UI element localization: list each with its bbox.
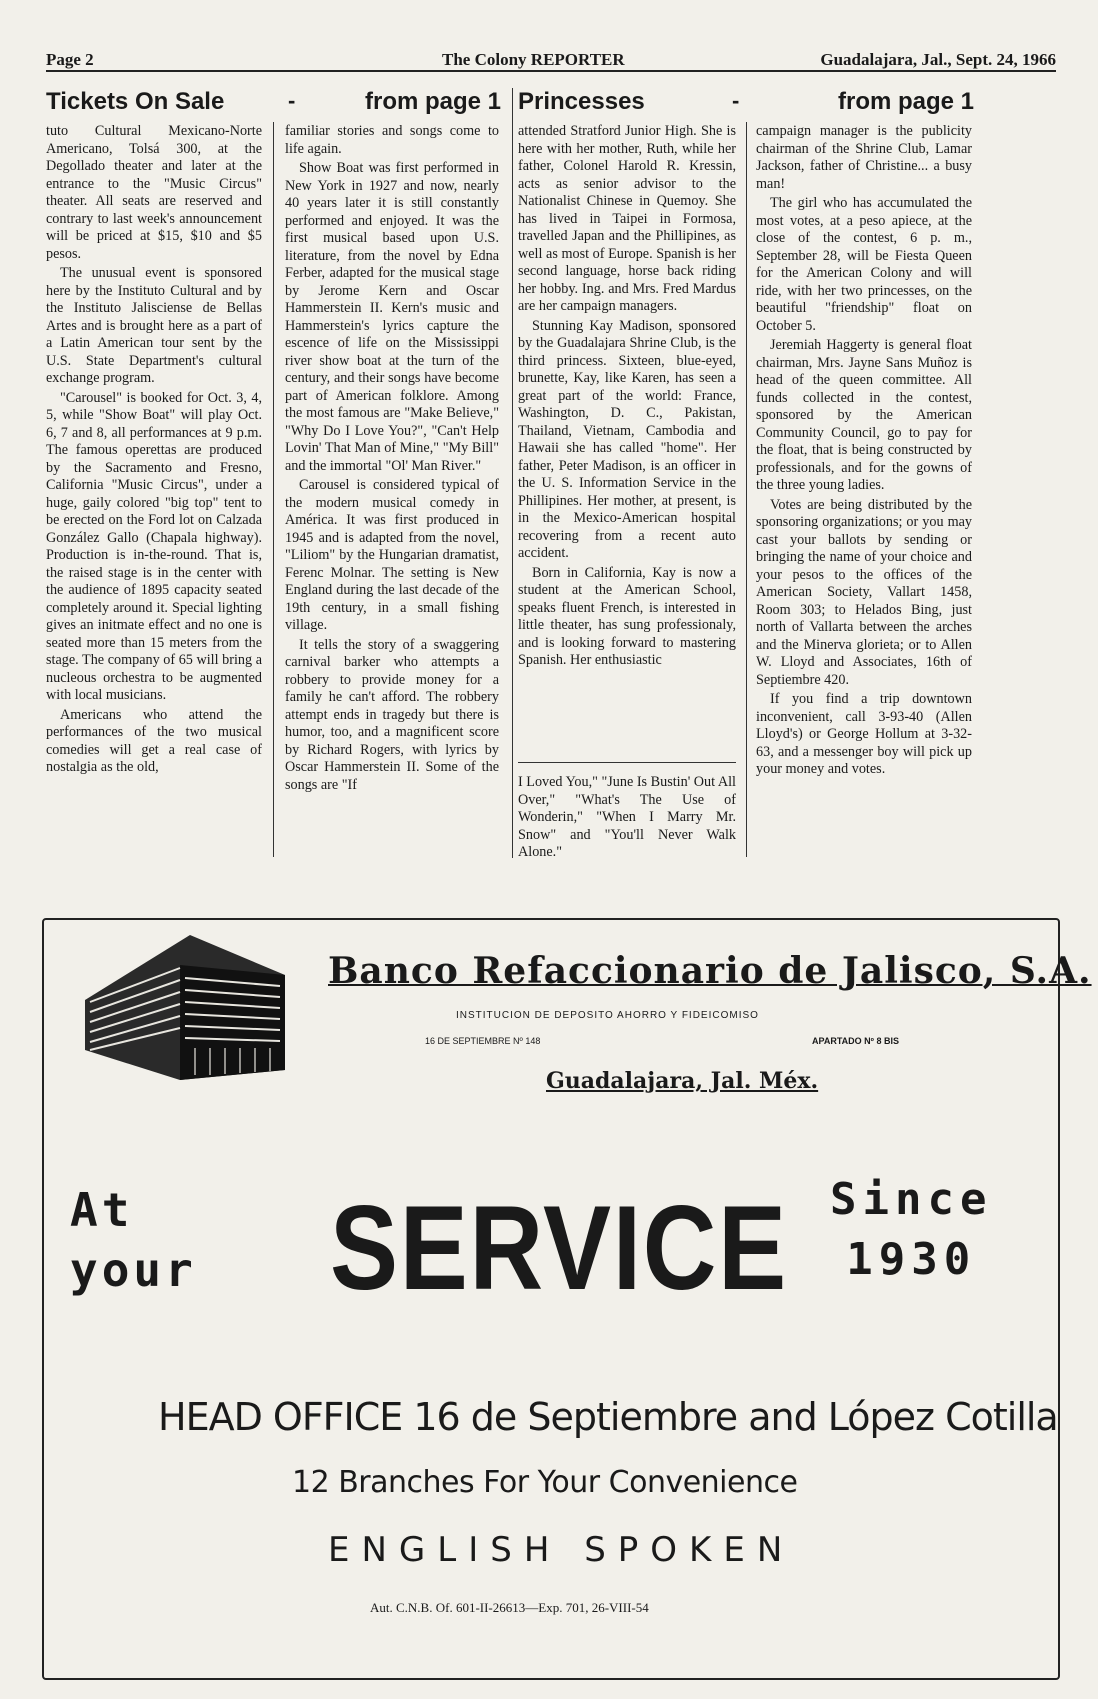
paragraph: Carousel is considered typical of the modern musical comedy in América. It was first produced in 1945 and is adapted from the novel, "Liliom" by the Hungarian dramatist, Ferenc Molnar. The setting is New England during the last decade of the 19th century, in a small fishing village. <box>285 477 499 633</box>
jump-line: from page 1 <box>838 88 975 115</box>
bank-name: Banco Refaccionario de Jalisco, S.A. <box>328 950 1092 992</box>
service-headline: SERVICE <box>330 1181 788 1315</box>
story-headline-tickets: Tickets On Sale <box>46 88 225 115</box>
paragraph: Jeremiah Haggerty is general float chairman, Mrs. Jayne Sans Muñoz is head of the queen committee. All funds collected in the contest, sponsored by the American Community Council, go to pay for the float, that is being constructed by professionals, and for the gowns of the three young ladies. <box>756 337 972 493</box>
head-office-line: HEAD OFFICE 16 de Septiembre and López Cotilla <box>158 1395 1058 1439</box>
paragraph: campaign manager is the publicity chairman of the Shrine Club, Lamar Jackson, father of Christine... a busy man! <box>756 123 972 192</box>
since-word: Since <box>830 1174 993 1225</box>
paragraph: Votes are being distributed by the sponsoring organizations; or you may cast your ballots by sending or bringing the name of your choice and your pesos to the offices of the American Society, Vallart 1458, Room 303; to Helados Bing, just north of Vallarta between the arches and the Minerva glorieta; or to Allen W. Lloyd and Associates, 16th of Septiembre 420. <box>756 496 972 688</box>
paragraph: Stunning Kay Madison, sponsored by the Guadalajara Shrine Club, is the third princess. Sixteen, blue-eyed, brunette, Kay, like Karen, has seen a great part of the world: France, Washington, D. C., Pakistan, Thailand, Vietnam, Cambodia and Hawaii she has called "home". Her father, Peter Madison, is an officer in the U. S. Information Service in the Phillipines. Her mother, at present, is in the Mexico-American hospital recovering from a recent auto accident. <box>518 317 736 561</box>
page-number: Page 2 <box>46 50 94 69</box>
article-column-1 <box>46 123 262 779</box>
jump-dash: - <box>732 88 740 113</box>
paragraph: Americans who attend the performances of the two musical comedies will get a real case of nostalgia as the old, <box>46 706 262 775</box>
newspaper-name: The Colony REPORTER <box>442 50 625 69</box>
english-spoken-line: ENGLISH SPOKEN <box>328 1530 795 1570</box>
bank-street-address: 16 DE SEPTIEMBRE Nº 148 <box>425 1036 541 1046</box>
paragraph: If you find a trip downtown inconvenient, call 3-93-40 (Allen Lloyd's) or George Hollum at 3-32-63, and a messenger boy will pick up your money and votes. <box>756 691 972 777</box>
paragraph: Show Boat was first performed in New York in 1927 and now, nearly 40 years later it is still constantly performed and enjoyed. It was the first musical based upon U.S. literature, from the novel by Edna Ferber, adapted for the musical stage by Jerome Kern and Oscar Hammerstein II. Kern's music and Hammerstein's lyrics capture the escence of life on the Mississippi river show boat at the turn of the century, and their songs have become part of American folklore. Among the most famous are "Make Believe," "Why Do I Love You?", "Can't Help Lovin' That Man of Mine," "My Bill" and the immortal "Ol' Man River." <box>285 160 499 474</box>
paragraph: It tells the story of a swaggering carnival barker who attempts a robbery to provide money for a family he can't afford. The robbery attempt ends in tragedy but there is humor, too, and a magnificent score by Richard Rogers, with lyrics by Oscar Hammerstein II. Some of the songs are "If <box>285 636 499 793</box>
column-rule <box>512 88 513 858</box>
paragraph: "Carousel" is booked for Oct. 3, 4, 5, while "Show Boat" will play Oct. 6, 7 and 8, all performances at 9 p.m. The famous operettas are produced by the Sacramento and Fresno, California "Music Circus", under a huge, gaily colored "big top" tent to be erected on the Ford lot on Calzada González Gallo (Chapala highway). Production is in-the-round. That is, the raised stage is in the center with the audience of 1895 capacity seated completely around it. Special lighting gives an initmate effect and no one is seated more than 15 meters from the stage. The company of 65 will bring a nucleous orchestra to be augmented with local musicians. <box>46 389 262 703</box>
paragraph: familiar stories and songs come to life again. <box>285 123 499 157</box>
paragraph: Born in California, Kay is now a student at the American School, speaks fluent French, is interested in little theater, has sung professionaly, and is looking forward to mastering Spanish. Her enthusiastic <box>518 564 736 668</box>
paragraph: The unusual event is sponsored here by the Instituto Cultural and by the Instituto Jalisciense de Bellas Artes and is brought here as a part of a Latin American tour sent by the U.S. State Department's cultural exchange program. <box>46 265 262 386</box>
at-your-text <box>70 1180 197 1300</box>
column-rule <box>746 122 747 857</box>
article-column-3 <box>518 123 736 672</box>
since-text <box>830 1170 992 1290</box>
jump-dash: - <box>288 88 296 113</box>
story-headline-princesses: Princesses <box>518 88 645 115</box>
bank-po-box: APARTADO Nº 8 BIS <box>812 1036 899 1046</box>
bank-city: Guadalajara, Jal. Méx. <box>546 1068 819 1094</box>
your-word: your <box>70 1243 197 1297</box>
dateline: Guadalajara, Jal., Sept. 24, 1966 <box>820 50 1056 69</box>
jump-line: from page 1 <box>365 88 502 115</box>
at-word: At <box>70 1183 134 1237</box>
paragraph: I Loved You," "June Is Bustin' Out All Over," "What's The Use of Wonderin," "When I Marry Mr. Snow" and "You'll Never Walk Alone." <box>518 774 736 860</box>
paragraph: attended Stratford Junior High. She is here with her mother, Ruth, while her father, Colonel Harold R. Kressin, acts as senior advisor to the Nationalist Chinese in Quemoy. She has lived in Taipei in Formosa, travelled Japan and the Phillipines, as well as most of Europe. Spanish is her second language, horse back riding her hobby. Ing. and Mrs. Fred Mardus are her campaign managers. <box>518 123 736 314</box>
paragraph: tuto Cultural Mexicano-Norte Americano, Tolsá 300, at the Degollado theater and later at the entrance to the "Music Circus" theater. All seats are reserved and contrary to last week's announcement will be priced at $15, $10 and $5 pesos. <box>46 123 262 262</box>
authorization-line: Aut. C.N.B. Of. 601-II-26613—Exp. 701, 26-VIII-54 <box>370 1600 649 1615</box>
column-rule <box>273 122 274 857</box>
article-column-3-continuation <box>518 774 736 864</box>
bank-subtitle: INSTITUCION DE DEPOSITO AHORRO Y FIDEICOMISO <box>456 1010 759 1021</box>
branches-line: 12 Branches For Your Convenience <box>292 1465 798 1500</box>
since-year: 1930 <box>846 1234 977 1285</box>
article-column-2 <box>285 123 499 796</box>
paragraph: The girl who has accumulated the most votes, at a peso apiece, at the close of the contest, 6 p. m., September 28, will be Fiesta Queen for the American Colony and will ride, with her two princesses, on the beautiful "friendship" float on October 5. <box>756 195 972 334</box>
article-column-4 <box>756 123 972 781</box>
column-divider <box>518 762 736 763</box>
masthead <box>46 48 1056 72</box>
bank-building-illustration <box>80 930 290 1090</box>
